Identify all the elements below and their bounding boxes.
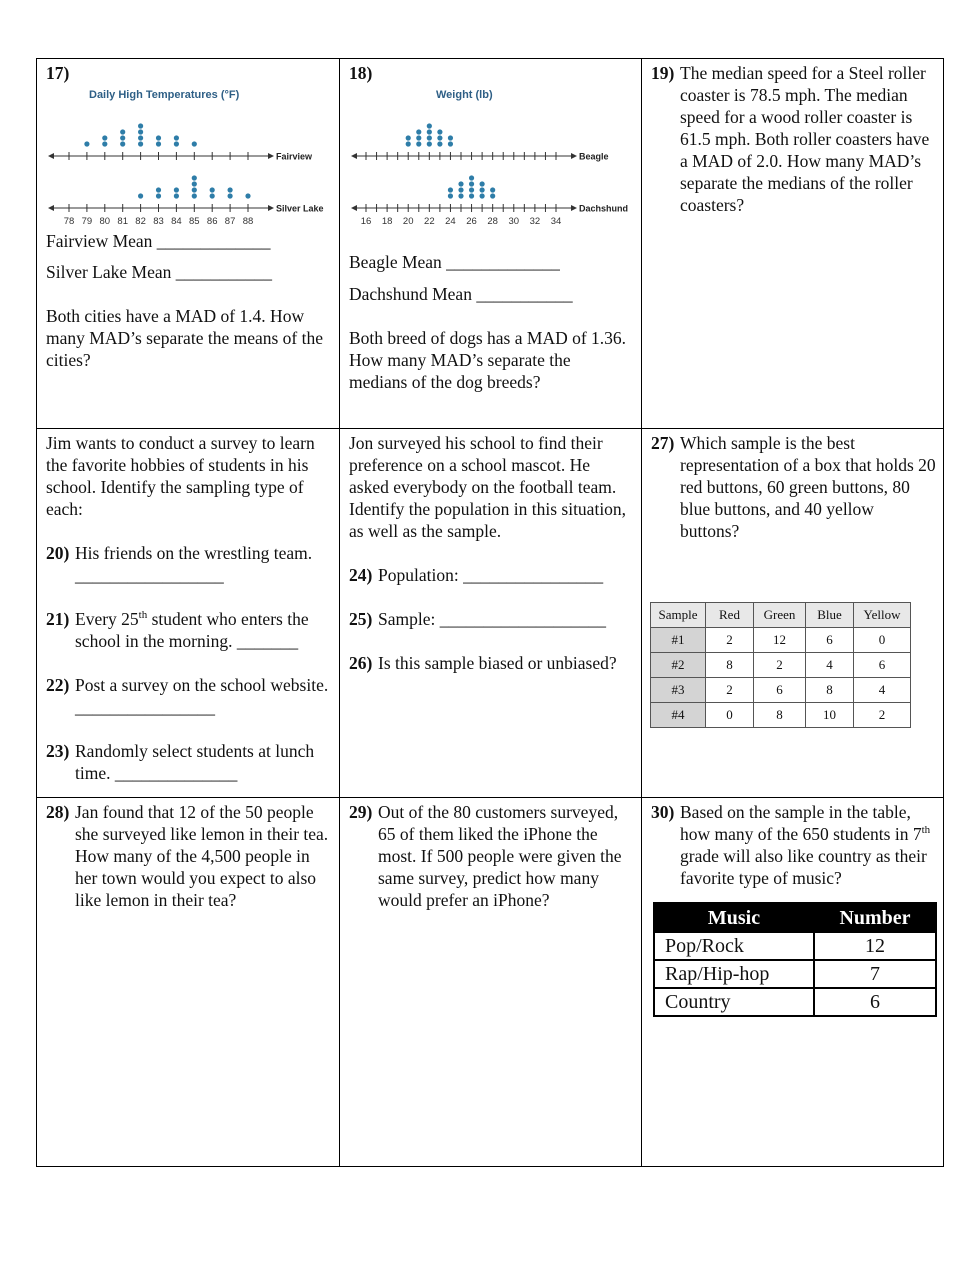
data-dot (427, 129, 432, 134)
q30-text-pre: Based on the sample in the table, how many of the 650 students in 7 (680, 802, 922, 844)
q19 (651, 62, 936, 216)
q22 (46, 674, 331, 718)
q17-header (46, 62, 331, 84)
tick-label: 30 (508, 216, 520, 227)
data-dot (469, 181, 474, 186)
tick-label: 81 (117, 216, 128, 227)
q20-question[interactable]: His friends on the wrestling team. _________________ (75, 543, 313, 585)
data-dot (192, 141, 197, 146)
table-row (651, 628, 911, 653)
tick-label: 79 (81, 216, 93, 227)
q30-music-table (653, 902, 937, 1017)
q27-cell: 6 (806, 628, 854, 653)
tick-label: 18 (381, 216, 393, 227)
data-dot (174, 141, 179, 146)
q18-number: 18) (349, 63, 373, 83)
q30-question (680, 801, 936, 889)
data-dot (480, 181, 485, 186)
q23 (46, 740, 331, 784)
table-row (651, 678, 911, 703)
data-dot (228, 193, 233, 198)
q22-question[interactable]: Post a survey on the school website. ________________ (75, 675, 329, 717)
cell-q28 (37, 798, 340, 1167)
data-dot (102, 135, 107, 140)
q27-cell: 12 (754, 628, 806, 653)
q27-cell: 6 (754, 678, 806, 703)
q25-question[interactable]: Sample: ___________________ (378, 609, 606, 629)
data-dot (416, 141, 421, 146)
tick-label: 24 (445, 216, 456, 227)
q27-col-green: Green (754, 603, 806, 628)
data-dot (458, 187, 463, 192)
q26-question: Is this sample biased or unbiased? (378, 653, 617, 673)
table-row (654, 932, 936, 960)
q27-cell: #3 (651, 678, 706, 703)
q27-col-sample: Sample (651, 603, 706, 628)
data-dot (138, 135, 143, 140)
series-label: Fairview (276, 151, 313, 162)
data-dot (192, 181, 197, 186)
data-dot (84, 141, 89, 146)
axis-arrow (268, 205, 274, 211)
data-dot (120, 129, 125, 134)
q27-col-blue: Blue (806, 603, 854, 628)
q24-number: 24) (349, 565, 373, 585)
cell-q17 (37, 59, 340, 429)
table-row (651, 653, 911, 678)
q27-cell: 8 (706, 653, 754, 678)
tick-label: 78 (63, 216, 75, 227)
data-dot (469, 193, 474, 198)
tick-label: 88 (242, 216, 254, 227)
data-dot (469, 175, 474, 180)
data-dot (427, 141, 432, 146)
q27-cell: 2 (754, 653, 806, 678)
data-dot (427, 135, 432, 140)
q27-cell: 10 (806, 703, 854, 728)
data-dot (138, 123, 143, 128)
data-dot (192, 175, 197, 180)
q26-number: 26) (349, 653, 373, 673)
q27-cell: 2 (854, 703, 911, 728)
tick-label: 26 (466, 216, 477, 227)
q30-superscript: th (921, 824, 931, 837)
q27 (651, 432, 936, 542)
data-dot (416, 129, 421, 134)
tick-label: 84 (171, 216, 182, 227)
axis-arrow (571, 205, 577, 211)
cell-mascot (340, 429, 642, 798)
q30-text-post: grade will also like country as their favorite type of music? (680, 846, 927, 888)
q27-col-red: Red (706, 603, 754, 628)
q28 (46, 801, 331, 911)
data-dot (480, 187, 485, 192)
cell-q18 (340, 59, 642, 429)
tick-label: 83 (153, 216, 164, 227)
axis-arrow (268, 153, 274, 159)
q21-question[interactable] (75, 608, 331, 652)
table-row (651, 703, 911, 728)
tick-label: 86 (206, 216, 218, 227)
q27-cell: #2 (651, 653, 706, 678)
q21-superscript: th (138, 609, 148, 622)
cell-q30 (642, 798, 944, 1167)
data-dot (102, 141, 107, 146)
tick-label: 22 (424, 216, 435, 227)
q17-silver-lake-mean[interactable]: Silver Lake Mean ___________ (46, 262, 272, 282)
q23-question[interactable]: Randomly select students at lunch time. ______________ (75, 741, 315, 783)
q30-table-header-row (654, 903, 936, 932)
tick-label: 34 (550, 216, 562, 227)
data-dot (448, 135, 453, 140)
q29-number: 29) (349, 802, 373, 822)
q27-cell: 0 (706, 703, 754, 728)
q17-fairview-mean[interactable]: Fairview Mean _____________ (46, 231, 271, 251)
q30-col-music: Music (654, 903, 814, 932)
q27-cell: #4 (651, 703, 706, 728)
data-dot (469, 187, 474, 192)
q27-cell: 0 (854, 628, 911, 653)
data-dot (490, 193, 495, 198)
q27-number: 27) (651, 433, 675, 453)
mascot-intro: Jon surveyed his school to find their preference on a school mascot. He asked everybody on the football team. Identify the population in this situation, as well as the sample. (349, 433, 627, 541)
q27-table-header-row (651, 603, 911, 628)
data-dot (138, 141, 143, 146)
data-dot (210, 187, 215, 192)
data-dot (174, 187, 179, 192)
q30-number: 30) (651, 802, 675, 822)
q30-number-cell: 12 (814, 932, 936, 960)
q21-text-post: student who enters the school in the morning. _______ (75, 609, 309, 651)
q19-number: 19) (651, 63, 675, 83)
data-dot (228, 187, 233, 192)
q28-number: 28) (46, 802, 70, 822)
q30-number-cell: 6 (814, 988, 936, 1016)
data-dot (174, 135, 179, 140)
data-dot (480, 193, 485, 198)
q27-cell: 2 (706, 628, 754, 653)
cell-q27 (642, 429, 944, 798)
q27-sample-table (650, 602, 911, 728)
data-dot (437, 135, 442, 140)
q17-question: Both cities have a MAD of 1.4. How many MAD’s separate the means of the cities? (46, 306, 324, 370)
data-dot (192, 187, 197, 192)
q30-number-cell: 7 (814, 960, 936, 988)
data-dot (120, 135, 125, 140)
q19-question: The median speed for a Steel roller coaster is 78.5 mph. The median speed for a wood roller coaster is 61.5 mph. Both roller coasters have a MAD of 2.0. How many MAD’s separate the medians of the roller coasters? (680, 63, 930, 215)
q27-col-yellow: Yellow (854, 603, 911, 628)
tick-label: 87 (224, 216, 236, 227)
q27-cell: 2 (706, 678, 754, 703)
data-dot (490, 187, 495, 192)
q18-dot-plot (349, 84, 639, 227)
data-dot (448, 187, 453, 192)
data-dot (138, 129, 143, 134)
plot-title: Weight (lb) (436, 89, 493, 101)
q30-music-cell: Pop/Rock (654, 932, 814, 960)
table-row (654, 988, 936, 1016)
tick-label: 32 (529, 216, 541, 227)
data-dot (427, 123, 432, 128)
q30-music-cell: Country (654, 988, 814, 1016)
data-dot (138, 193, 143, 198)
axis-arrow (48, 153, 54, 159)
cell-q19 (642, 59, 944, 429)
q27-cell: 4 (806, 653, 854, 678)
q30-music-cell: Rap/Hip-hop (654, 960, 814, 988)
data-dot (448, 141, 453, 146)
data-dot (458, 181, 463, 186)
axis-arrow (571, 153, 577, 159)
tick-label: 16 (360, 216, 372, 227)
tick-label: 20 (402, 216, 414, 227)
q29 (349, 801, 633, 911)
q21-text-pre: Every 25 (75, 609, 139, 629)
data-dot (458, 193, 463, 198)
q17-number: 17) (46, 63, 70, 83)
axis-arrow (351, 153, 357, 159)
axis-arrow (48, 205, 54, 211)
q24 (349, 564, 633, 586)
q18-question: Both breed of dogs has a MAD of 1.36. How many MAD’s separate the medians of the dog breeds? (349, 328, 627, 392)
series-label: Silver Lake (276, 203, 324, 214)
q18-dachshund-mean[interactable]: Dachshund Mean ___________ (349, 284, 573, 304)
worksheet-grid (36, 58, 944, 1167)
q25-number: 25) (349, 609, 373, 629)
data-dot (156, 141, 161, 146)
q18-header (349, 62, 633, 84)
q24-question[interactable]: Population: ________________ (378, 565, 604, 585)
data-dot (437, 141, 442, 146)
q21 (46, 608, 331, 652)
q29-question: Out of the 80 customers surveyed, 65 of them liked the iPhone the most. If 500 people were given the same survey, predict how many would prefer an iPhone? (378, 802, 622, 910)
q27-cell: #1 (651, 628, 706, 653)
q20-number: 20) (46, 543, 70, 563)
q26 (349, 652, 633, 674)
q27-cell: 6 (854, 653, 911, 678)
q25 (349, 608, 633, 630)
q27-cell: 8 (754, 703, 806, 728)
tick-label: 80 (99, 216, 111, 227)
series-label: Dachshund (579, 203, 629, 214)
data-dot (120, 141, 125, 146)
q27-cell: 4 (854, 678, 911, 703)
data-dot (448, 193, 453, 198)
tick-label: 28 (487, 216, 498, 227)
data-dot (174, 193, 179, 198)
data-dot (192, 193, 197, 198)
q17-dot-plot (46, 84, 336, 227)
table-row (654, 960, 936, 988)
q18-beagle-mean[interactable]: Beagle Mean _____________ (349, 252, 560, 272)
q30 (651, 801, 936, 889)
q21-number: 21) (46, 609, 70, 629)
data-dot (156, 135, 161, 140)
q27-cell: 8 (806, 678, 854, 703)
q23-number: 23) (46, 741, 70, 761)
series-label: Beagle (579, 151, 609, 162)
plot-title: Daily High Temperatures (°F) (89, 89, 240, 101)
q20 (46, 542, 331, 586)
data-dot (210, 193, 215, 198)
q22-number: 22) (46, 675, 70, 695)
cell-q29 (340, 798, 642, 1167)
cell-sampling (37, 429, 340, 798)
q28-question: Jan found that 12 of the 50 people she surveyed like lemon in their tea. How many of the 4,500 people in her town would you expect to also like lemon in their tea? (75, 802, 329, 910)
tick-label: 82 (135, 216, 146, 227)
data-dot (245, 193, 250, 198)
q27-question: Which sample is the best representation of a box that holds 20 red buttons, 60 green buttons, 80 blue buttons, and 40 yellow buttons? (680, 433, 936, 541)
data-dot (156, 187, 161, 192)
sampling-intro: Jim wants to conduct a survey to learn the favorite hobbies of students in his school. Identify the sampling type of each: (46, 433, 315, 519)
data-dot (437, 129, 442, 134)
data-dot (406, 135, 411, 140)
data-dot (416, 135, 421, 140)
axis-arrow (351, 205, 357, 211)
q30-col-number: Number (814, 903, 936, 932)
data-dot (156, 193, 161, 198)
tick-label: 85 (189, 216, 200, 227)
data-dot (406, 141, 411, 146)
